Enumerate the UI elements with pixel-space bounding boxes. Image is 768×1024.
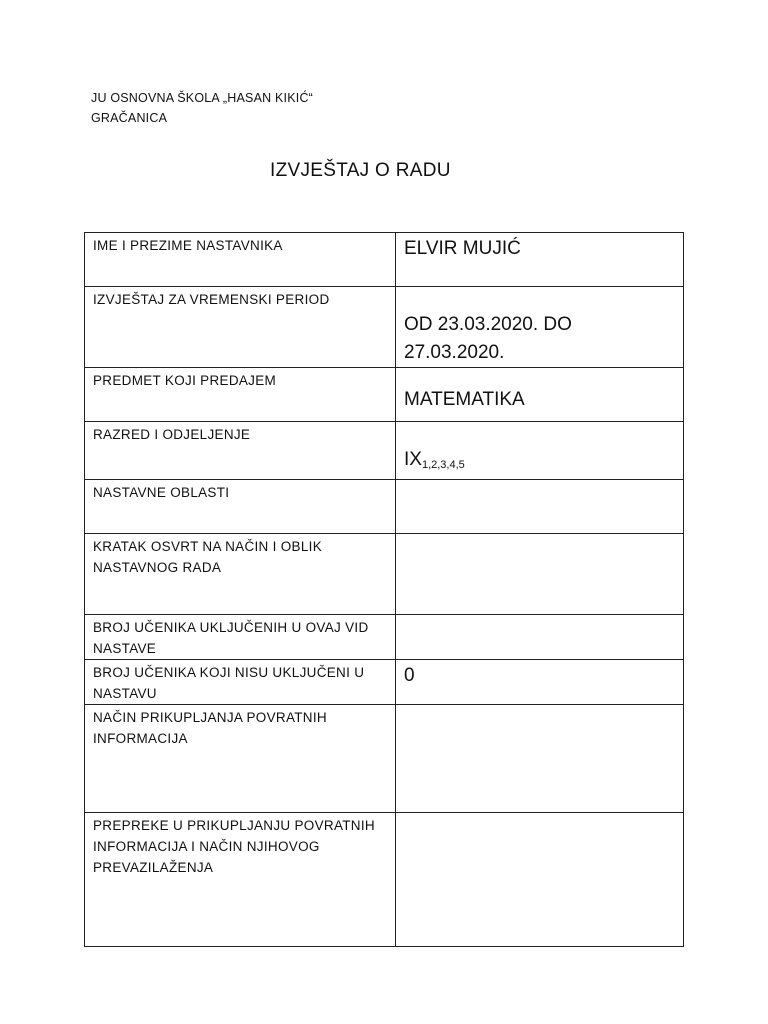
document-title: IZVJEŠTAJ O RADU xyxy=(270,160,451,181)
row-label: BROJ UČENIKA UKLJUČENIH U OVAJ VID NASTAVE xyxy=(85,615,396,660)
table-row xyxy=(85,534,684,615)
table-row xyxy=(85,813,684,947)
row-value xyxy=(396,233,684,287)
report-table xyxy=(84,232,684,947)
grade-value xyxy=(404,422,677,479)
row-label: IME I PREZIME NASTAVNIKA xyxy=(85,233,396,287)
table-row xyxy=(85,615,684,660)
table-row xyxy=(85,480,684,534)
row-label: BROJ UČENIKA KOJI NISU UKLJUČENI U NASTAVU xyxy=(85,660,396,705)
row-label: RAZRED I ODJELJENJE xyxy=(85,422,396,480)
row-label: NAČIN PRIKUPLJANJA POVRATNIH INFORMACIJA xyxy=(85,705,396,813)
subject-value: MATEMATIKA xyxy=(404,389,525,410)
row-value xyxy=(396,660,684,705)
row-value xyxy=(396,534,684,615)
school-city: GRAČANICA xyxy=(91,111,168,125)
row-value xyxy=(396,705,684,813)
row-label: IZVJEŠTAJ ZA VREMENSKI PERIOD xyxy=(85,287,396,368)
row-label: PREPREKE U PRIKUPLJANJU POVRATNIH INFORMACIJA I NAČIN NJIHOVOG PREVAZILAŽENJA xyxy=(85,813,396,947)
table-row xyxy=(85,368,684,422)
row-label: PREDMET KOJI PREDAJEM xyxy=(85,368,396,422)
school-header xyxy=(91,88,313,128)
grade-sections: 1,2,3,4,5 xyxy=(421,459,465,471)
table-row xyxy=(85,233,684,287)
row-value xyxy=(396,480,684,534)
grade-number: IX xyxy=(404,449,422,470)
table-row xyxy=(85,422,684,480)
row-value xyxy=(396,813,684,947)
teacher-name: ELVIR MUJIĆ xyxy=(404,238,521,259)
row-label: KRATAK OSVRT NA NAČIN I OBLIK NASTAVNOG RADA xyxy=(85,534,396,615)
period-value: OD 23.03.2020. DO 27.03.2020. xyxy=(404,314,572,363)
excluded-count: 0 xyxy=(404,665,415,686)
table-row xyxy=(85,660,684,705)
row-value xyxy=(396,368,684,422)
school-name: JU OSNOVNA ŠKOLA „HASAN KIKIĆ“ xyxy=(91,91,314,105)
table-row xyxy=(85,705,684,813)
row-label: NASTAVNE OBLASTI xyxy=(85,480,396,534)
row-value xyxy=(396,287,684,368)
row-value xyxy=(396,422,684,480)
row-value xyxy=(396,615,684,660)
table-row xyxy=(85,287,684,368)
